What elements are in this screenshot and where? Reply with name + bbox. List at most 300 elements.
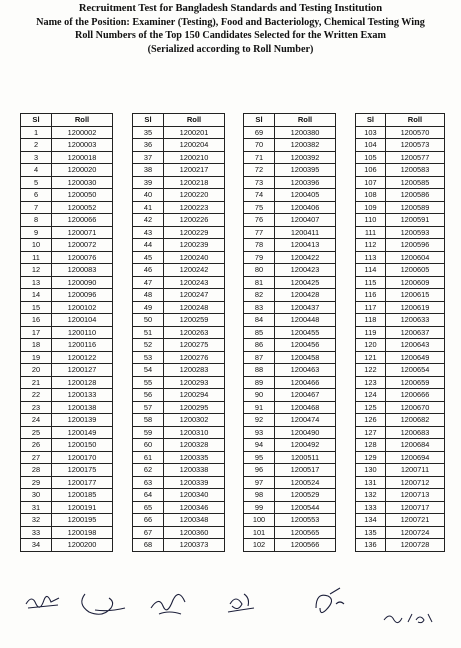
table-row: [21, 464, 113, 477]
table-header-row: [244, 114, 336, 127]
table-row: [244, 389, 336, 402]
signature-5: [308, 584, 352, 620]
roll-cell: 1200425: [275, 276, 336, 289]
roll-cell: 1200619: [385, 301, 444, 314]
sl-cell: 84: [244, 314, 275, 327]
roll-cell: 1200428: [275, 289, 336, 302]
table-row: [356, 226, 445, 239]
sl-cell: 91: [244, 401, 275, 414]
sl-cell: 68: [133, 539, 164, 552]
roll-cell: 1200072: [52, 239, 113, 252]
sl-cell: 111: [356, 226, 386, 239]
roll-cell: 1200276: [164, 351, 225, 364]
roll-cell: 1200724: [385, 526, 444, 539]
sl-cell: 61: [133, 451, 164, 464]
roll-cell: 1200223: [164, 201, 225, 214]
table-row: [133, 239, 225, 252]
roll-cell: 1200586: [385, 189, 444, 202]
sl-cell: 95: [244, 451, 275, 464]
table-row: [21, 264, 113, 277]
roll-table-3: [243, 113, 336, 552]
sl-cell: 136: [356, 539, 386, 552]
roll-cell: 1200071: [52, 226, 113, 239]
table-row: [21, 489, 113, 502]
table-row: [133, 314, 225, 327]
roll-cell: 1200448: [275, 314, 336, 327]
roll-cell: 1200259: [164, 314, 225, 327]
table-row: [356, 339, 445, 352]
table-row: [133, 264, 225, 277]
roll-cell: 1200711: [385, 464, 444, 477]
roll-cell: 1200694: [385, 451, 444, 464]
sl-header: Sl: [244, 114, 275, 127]
roll-cell: 1200593: [385, 226, 444, 239]
table-row: [133, 289, 225, 302]
roll-cell: 1200263: [164, 326, 225, 339]
table-header-row: [356, 114, 445, 127]
table-row: [356, 239, 445, 252]
roll-cell: 1200654: [385, 364, 444, 377]
table-row: [356, 276, 445, 289]
roll-cell: 1200713: [385, 489, 444, 502]
roll-cell: 1200728: [385, 539, 444, 552]
roll-cell: 1200293: [164, 376, 225, 389]
sl-cell: 60: [133, 439, 164, 452]
roll-cell: 1200195: [52, 514, 113, 527]
roll-cell: 1200407: [275, 214, 336, 227]
roll-cell: 1200456: [275, 339, 336, 352]
table-row: [133, 201, 225, 214]
roll-cell: 1200340: [164, 489, 225, 502]
sl-cell: 39: [133, 176, 164, 189]
table-row: [356, 326, 445, 339]
sl-cell: 116: [356, 289, 386, 302]
sl-cell: 106: [356, 164, 386, 177]
table-row: [244, 239, 336, 252]
sl-cell: 126: [356, 414, 386, 427]
table-row: [133, 439, 225, 452]
sl-header: Sl: [356, 114, 386, 127]
sl-cell: 107: [356, 176, 386, 189]
table-row: [356, 451, 445, 464]
sl-cell: 6: [21, 189, 52, 202]
document-header: [0, 2, 461, 56]
sl-header: Sl: [133, 114, 164, 127]
sl-cell: 41: [133, 201, 164, 214]
sl-cell: 117: [356, 301, 386, 314]
table-row: [356, 176, 445, 189]
table-row: [21, 376, 113, 389]
roll-cell: 1200239: [164, 239, 225, 252]
roll-cell: 1200609: [385, 276, 444, 289]
sl-cell: 57: [133, 401, 164, 414]
table-row: [133, 376, 225, 389]
sl-cell: 58: [133, 414, 164, 427]
sl-cell: 100: [244, 514, 275, 527]
roll-cell: 1200002: [52, 126, 113, 139]
table-row: [244, 251, 336, 264]
table-row: [244, 226, 336, 239]
table-row: [21, 289, 113, 302]
sl-cell: 73: [244, 176, 275, 189]
roll-cell: 1200083: [52, 264, 113, 277]
roll-cell: 1200422: [275, 251, 336, 264]
sl-cell: 64: [133, 489, 164, 502]
sl-cell: 24: [21, 414, 52, 427]
sl-cell: 5: [21, 176, 52, 189]
roll-cell: 1200458: [275, 351, 336, 364]
table-row: [244, 164, 336, 177]
table-row: [133, 164, 225, 177]
table-row: [244, 189, 336, 202]
roll-table-2: [132, 113, 225, 552]
roll-cell: 1200596: [385, 239, 444, 252]
table-row: [133, 451, 225, 464]
sl-cell: 19: [21, 351, 52, 364]
roll-cell: 1200201: [164, 126, 225, 139]
sl-cell: 52: [133, 339, 164, 352]
sl-cell: 65: [133, 501, 164, 514]
sl-cell: 123: [356, 376, 386, 389]
table-row: [244, 526, 336, 539]
roll-cell: 1200175: [52, 464, 113, 477]
table-row: [21, 226, 113, 239]
header-line-2: Name of the Position: Examiner (Testing), Food and Bacteriology, Chemical Testing Wing: [36, 16, 425, 28]
roll-header: Roll: [385, 114, 444, 127]
table-row: [133, 176, 225, 189]
table-row: [133, 301, 225, 314]
sl-cell: 3: [21, 151, 52, 164]
table-row: [133, 389, 225, 402]
sl-cell: 54: [133, 364, 164, 377]
sl-cell: 25: [21, 426, 52, 439]
table-row: [244, 264, 336, 277]
roll-cell: 1200666: [385, 389, 444, 402]
sl-cell: 4: [21, 164, 52, 177]
table-row: [133, 414, 225, 427]
roll-cell: 1200218: [164, 176, 225, 189]
sl-cell: 23: [21, 401, 52, 414]
table-header-row: [133, 114, 225, 127]
roll-cell: 1200076: [52, 251, 113, 264]
roll-cell: 1200490: [275, 426, 336, 439]
roll-cell: 1200217: [164, 164, 225, 177]
table-row: [356, 464, 445, 477]
roll-cell: 1200373: [164, 539, 225, 552]
roll-cell: 1200133: [52, 389, 113, 402]
table-row: [133, 339, 225, 352]
roll-cell: 1200229: [164, 226, 225, 239]
sl-cell: 45: [133, 251, 164, 264]
sl-cell: 74: [244, 189, 275, 202]
sl-cell: 70: [244, 139, 275, 152]
roll-cell: 1200242: [164, 264, 225, 277]
table-row: [356, 289, 445, 302]
roll-cell: 1200437: [275, 301, 336, 314]
sl-cell: 133: [356, 501, 386, 514]
table-row: [356, 514, 445, 527]
table-row: [356, 414, 445, 427]
table-row: [244, 176, 336, 189]
sl-cell: 43: [133, 226, 164, 239]
sl-cell: 17: [21, 326, 52, 339]
sl-cell: 114: [356, 264, 386, 277]
roll-cell: 1200712: [385, 476, 444, 489]
table-row: [21, 476, 113, 489]
table-row: [21, 164, 113, 177]
table-row: [244, 451, 336, 464]
table-row: [244, 214, 336, 227]
roll-cell: 1200198: [52, 526, 113, 539]
roll-cell: 1200463: [275, 364, 336, 377]
table-row: [356, 126, 445, 139]
roll-cell: 1200649: [385, 351, 444, 364]
roll-cell: 1200615: [385, 289, 444, 302]
table-row: [244, 301, 336, 314]
table-row: [356, 426, 445, 439]
roll-cell: 1200392: [275, 151, 336, 164]
table-row: [356, 151, 445, 164]
table-row: [356, 489, 445, 502]
sl-cell: 13: [21, 276, 52, 289]
signatures-area: [0, 582, 461, 648]
roll-table-4: [355, 113, 445, 552]
sl-cell: 76: [244, 214, 275, 227]
table-row: [21, 414, 113, 427]
sl-cell: 21: [21, 376, 52, 389]
table-row: [21, 326, 113, 339]
sl-cell: 128: [356, 439, 386, 452]
sl-cell: 99: [244, 501, 275, 514]
sl-cell: 30: [21, 489, 52, 502]
roll-tables: [20, 113, 445, 578]
roll-cell: 1200492: [275, 439, 336, 452]
table-row: [21, 276, 113, 289]
sl-cell: 34: [21, 539, 52, 552]
sl-cell: 26: [21, 439, 52, 452]
sl-cell: 11: [21, 251, 52, 264]
sl-cell: 37: [133, 151, 164, 164]
roll-cell: 1200122: [52, 351, 113, 364]
roll-cell: 1200104: [52, 314, 113, 327]
sl-cell: 113: [356, 251, 386, 264]
roll-cell: 1200020: [52, 164, 113, 177]
signature-4: [222, 584, 262, 620]
roll-cell: 1200591: [385, 214, 444, 227]
sl-cell: 44: [133, 239, 164, 252]
table-row: [21, 301, 113, 314]
roll-cell: 1200302: [164, 414, 225, 427]
sl-cell: 79: [244, 251, 275, 264]
table-row: [244, 501, 336, 514]
table-row: [244, 314, 336, 327]
roll-cell: 1200455: [275, 326, 336, 339]
roll-cell: 1200030: [52, 176, 113, 189]
roll-cell: 1200382: [275, 139, 336, 152]
sl-cell: 15: [21, 301, 52, 314]
roll-cell: 1200717: [385, 501, 444, 514]
roll-cell: 1200395: [275, 164, 336, 177]
table-row: [244, 126, 336, 139]
roll-cell: 1200396: [275, 176, 336, 189]
roll-cell: 1200589: [385, 201, 444, 214]
sl-cell: 103: [356, 126, 386, 139]
roll-cell: 1200423: [275, 264, 336, 277]
table-row: [244, 439, 336, 452]
roll-cell: 1200248: [164, 301, 225, 314]
table-row: [244, 414, 336, 427]
table-row: [21, 514, 113, 527]
table-row: [356, 364, 445, 377]
roll-cell: 1200050: [52, 189, 113, 202]
table-row: [244, 376, 336, 389]
roll-cell: 1200553: [275, 514, 336, 527]
roll-cell: 1200185: [52, 489, 113, 502]
roll-cell: 1200467: [275, 389, 336, 402]
sl-cell: 115: [356, 276, 386, 289]
sl-cell: 28: [21, 464, 52, 477]
table-row: [21, 439, 113, 452]
sl-cell: 101: [244, 526, 275, 539]
table-row: [133, 326, 225, 339]
roll-cell: 1200102: [52, 301, 113, 314]
table-row: [133, 151, 225, 164]
sl-cell: 71: [244, 151, 275, 164]
roll-cell: 1200247: [164, 289, 225, 302]
roll-cell: 1200524: [275, 476, 336, 489]
date-annotation: [380, 608, 440, 628]
roll-cell: 1200721: [385, 514, 444, 527]
table-row: [21, 239, 113, 252]
roll-cell: 1200670: [385, 401, 444, 414]
roll-cell: 1200346: [164, 501, 225, 514]
sl-cell: 112: [356, 239, 386, 252]
sl-cell: 62: [133, 464, 164, 477]
sl-cell: 1: [21, 126, 52, 139]
roll-cell: 1200633: [385, 314, 444, 327]
sl-cell: 75: [244, 201, 275, 214]
roll-cell: 1200411: [275, 226, 336, 239]
roll-cell: 1200380: [275, 126, 336, 139]
sl-cell: 27: [21, 451, 52, 464]
roll-cell: 1200405: [275, 189, 336, 202]
signature-1: [22, 586, 72, 616]
roll-cell: 1200210: [164, 151, 225, 164]
sl-cell: 72: [244, 164, 275, 177]
table-row: [356, 501, 445, 514]
sl-cell: 38: [133, 164, 164, 177]
sl-cell: 97: [244, 476, 275, 489]
roll-cell: 1200177: [52, 476, 113, 489]
sl-cell: 8: [21, 214, 52, 227]
table-row: [356, 389, 445, 402]
table-row: [133, 426, 225, 439]
roll-cell: 1200466: [275, 376, 336, 389]
table-row: [356, 526, 445, 539]
sl-cell: 96: [244, 464, 275, 477]
roll-cell: 1200573: [385, 139, 444, 152]
sl-cell: 108: [356, 189, 386, 202]
table-row: [133, 276, 225, 289]
table-row: [356, 214, 445, 227]
roll-cell: 1200150: [52, 439, 113, 452]
roll-cell: 1200413: [275, 239, 336, 252]
sl-cell: 46: [133, 264, 164, 277]
table-row: [21, 426, 113, 439]
roll-cell: 1200096: [52, 289, 113, 302]
table-row: [133, 189, 225, 202]
sl-cell: 16: [21, 314, 52, 327]
table-row: [133, 214, 225, 227]
sl-cell: 42: [133, 214, 164, 227]
table-row: [21, 214, 113, 227]
table-row: [244, 426, 336, 439]
roll-table-1: [20, 113, 113, 552]
roll-cell: 1200585: [385, 176, 444, 189]
sl-cell: 51: [133, 326, 164, 339]
sl-cell: 56: [133, 389, 164, 402]
sl-cell: 12: [21, 264, 52, 277]
table-row: [133, 251, 225, 264]
roll-cell: 1200018: [52, 151, 113, 164]
roll-cell: 1200295: [164, 401, 225, 414]
sl-cell: 47: [133, 276, 164, 289]
table-row: [21, 251, 113, 264]
sl-cell: 132: [356, 489, 386, 502]
table-row: [244, 201, 336, 214]
roll-cell: 1200339: [164, 476, 225, 489]
roll-cell: 1200643: [385, 339, 444, 352]
roll-cell: 1200565: [275, 526, 336, 539]
roll-cell: 1200338: [164, 464, 225, 477]
roll-cell: 1200003: [52, 139, 113, 152]
sl-cell: 53: [133, 351, 164, 364]
roll-cell: 1200110: [52, 326, 113, 339]
table-row: [21, 151, 113, 164]
roll-cell: 1200191: [52, 501, 113, 514]
sl-cell: 130: [356, 464, 386, 477]
table-row: [133, 401, 225, 414]
table-row: [244, 351, 336, 364]
table-row: [133, 364, 225, 377]
table-row: [21, 176, 113, 189]
roll-cell: 1200139: [52, 414, 113, 427]
roll-cell: 1200240: [164, 251, 225, 264]
table-row: [21, 339, 113, 352]
table-row: [21, 351, 113, 364]
table-row: [133, 476, 225, 489]
sl-cell: 78: [244, 239, 275, 252]
sl-cell: 63: [133, 476, 164, 489]
table-row: [244, 289, 336, 302]
roll-cell: 1200335: [164, 451, 225, 464]
sl-cell: 92: [244, 414, 275, 427]
table-row: [244, 489, 336, 502]
sl-cell: 134: [356, 514, 386, 527]
sl-cell: 35: [133, 126, 164, 139]
header-line-1: Recruitment Test for Bangladesh Standards and Testing Institution: [78, 3, 383, 14]
sl-cell: 119: [356, 326, 386, 339]
table-row: [133, 514, 225, 527]
sl-cell: 40: [133, 189, 164, 202]
sl-cell: 94: [244, 439, 275, 452]
roll-cell: 1200243: [164, 276, 225, 289]
sl-cell: 10: [21, 239, 52, 252]
sl-cell: 67: [133, 526, 164, 539]
table-row: [21, 451, 113, 464]
sl-cell: 122: [356, 364, 386, 377]
roll-cell: 1200544: [275, 501, 336, 514]
